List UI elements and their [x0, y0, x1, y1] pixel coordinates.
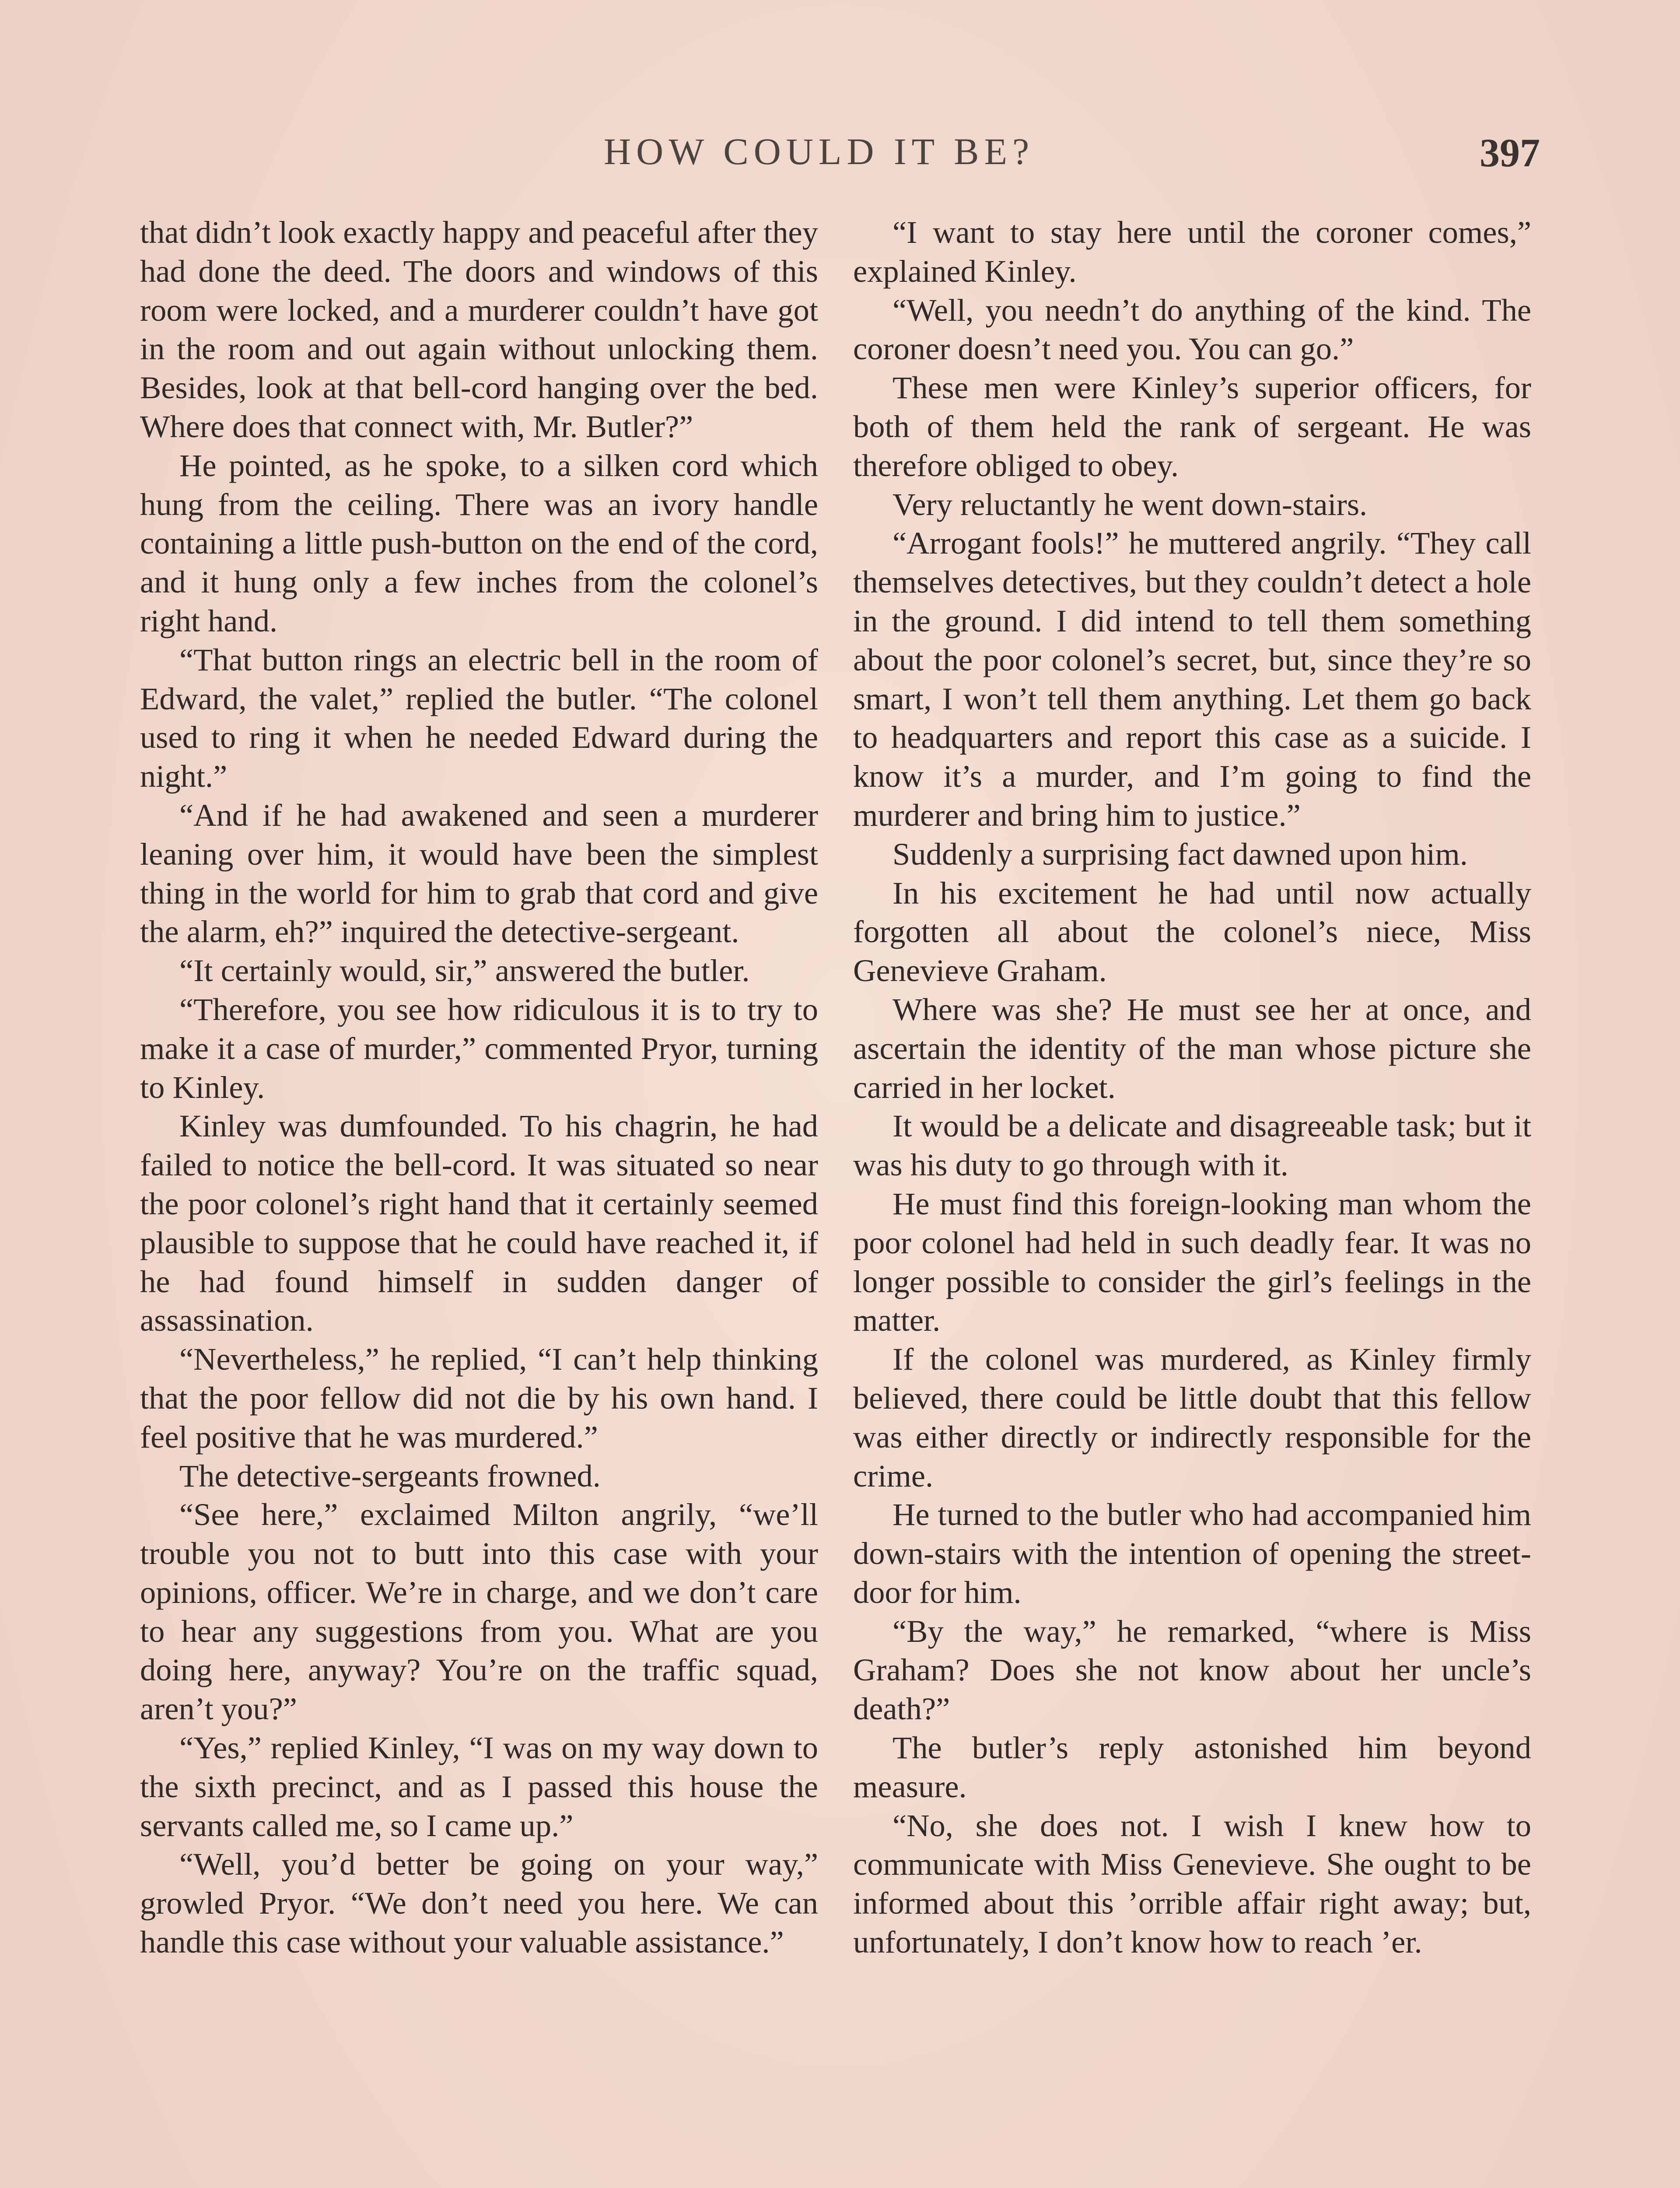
paragraph: He pointed, as he spoke, to a silken cord which hung from the ceiling. There was an ivory handle containing a little push-button on the end of the cord, and it hung only a few inches from the colonel’s right hand.	[140, 447, 818, 638]
paragraph: “It certainly would, sir,” answered the butler.	[179, 953, 750, 989]
paragraph: “By the way,” he remarked, “where is Miss Graham? Does she not know about her uncle’s death?”	[853, 1613, 1531, 1727]
paragraph: “I want to stay here until the coroner comes,” explained Kinley.	[853, 214, 1531, 289]
paragraph: If the colonel was murdered, as Kinley firmly believed, there could be little doubt that this fellow was either directly or indirectly responsible for the crime.	[853, 1341, 1531, 1494]
paragraph: that didn’t look exactly happy and peaceful after they had done the deed. The doors and windows of this room were locked, and a murderer couldn’t have got in the room and out again without unlocking them. Besides, look at that bell-cord hanging over the bed. Where does that connect with, Mr. Butler?”	[140, 214, 818, 444]
paragraph: Suddenly a surprising fact dawned upon him.	[892, 836, 1468, 872]
paragraph: In his excitement he had until now actually forgotten all about the colonel’s niece, Miss Genevieve Graham.	[853, 875, 1531, 989]
paragraph: Where was she? He must see her at once, and ascertain the identity of the man whose picture she carried in her locket.	[853, 991, 1531, 1105]
paragraph: The butler’s reply astonished him beyond measure.	[853, 1730, 1531, 1804]
paragraph: “See here,” exclaimed Milton angrily, “we’ll trouble you not to butt into this case with your opinions, officer. We’re in charge, and we don’t care to hear any suggestions from you. What are you doing here, anyway? You’re on the traffic squad, aren’t you?”	[140, 1497, 818, 1727]
left-column	[140, 213, 818, 1962]
paragraph: Kinley was dumfounded. To his chagrin, he had failed to notice the bell-cord. It was situated so near the poor colonel’s right hand that it certainly seemed plausible to suppose that he could have reached it, if he had found himself in sudden danger of assassination.	[140, 1108, 818, 1338]
paragraph: He turned to the butler who had accompanied him down-stairs with the intention of opening the street-door for him.	[853, 1497, 1531, 1610]
running-title: HOW COULD IT BE?	[604, 130, 1035, 172]
paragraph: “And if he had awakened and seen a murderer leaning over him, it would have been the simplest thing in the world for him to grab that cord and give the alarm, eh?” inquired the detective-sergeant.	[140, 797, 818, 950]
paragraph: “That button rings an electric bell in the room of Edward, the valet,” replied the butler. “The colonel used to ring it when he needed Edward during the night.”	[140, 642, 818, 794]
page-header	[140, 130, 1540, 178]
paragraph: He must find this foreign-looking man whom the poor colonel had held in such deadly fear. It was no longer possible to consider the girl’s feelings in the matter.	[853, 1185, 1531, 1338]
paragraph: “Arrogant fools!” he muttered angrily. “They call themselves detectives, but they couldn’t detect a hole in the ground. I did intend to tell them something about the poor colonel’s secret, but, since they’re so smart, I won’t tell them anything. Let them go back to headquarters and report this case as a suicide. I know it’s a murder, and I’m going to find the murderer and bring him to justice.”	[853, 525, 1531, 833]
paragraph: “No, she does not. I wish I knew how to communicate with Miss Genevieve. She ought to be informed about this ’orrible affair right away; but, unfortunately, I don’t know how to reach ’er.	[853, 1807, 1531, 1960]
paragraph: Very reluctantly he went down-stairs.	[892, 486, 1368, 522]
paragraph: “Yes,” replied Kinley, “I was on my way down to the sixth precinct, and as I passed this house the servants called me, so I came up.”	[140, 1730, 818, 1843]
paragraph: The detective-sergeants frowned.	[179, 1458, 601, 1494]
paragraph: “Well, you needn’t do anything of the kind. The coroner doesn’t need you. You can go.”	[853, 292, 1531, 367]
paragraph: It would be a delicate and disagreeable task; but it was his duty to go through with it.	[853, 1108, 1531, 1183]
page-number: 397	[1480, 130, 1540, 175]
paragraph: These men were Kinley’s superior officers, for both of them held the rank of sergeant. He was therefore obliged to obey.	[853, 370, 1531, 483]
right-column	[853, 213, 1531, 1962]
paragraph: “Therefore, you see how ridiculous it is to try to make it a case of murder,” commented Pryor, turning to Kinley.	[140, 991, 818, 1105]
paragraph: “Nevertheless,” he replied, “I can’t help thinking that the poor fellow did not die by his own hand. I feel positive that he was murdered.”	[140, 1341, 818, 1455]
paragraph: “Well, you’d better be going on your way,” growled Pryor. “We don’t need you here. We can handle this case without your valuable assistance.”	[140, 1846, 818, 1960]
